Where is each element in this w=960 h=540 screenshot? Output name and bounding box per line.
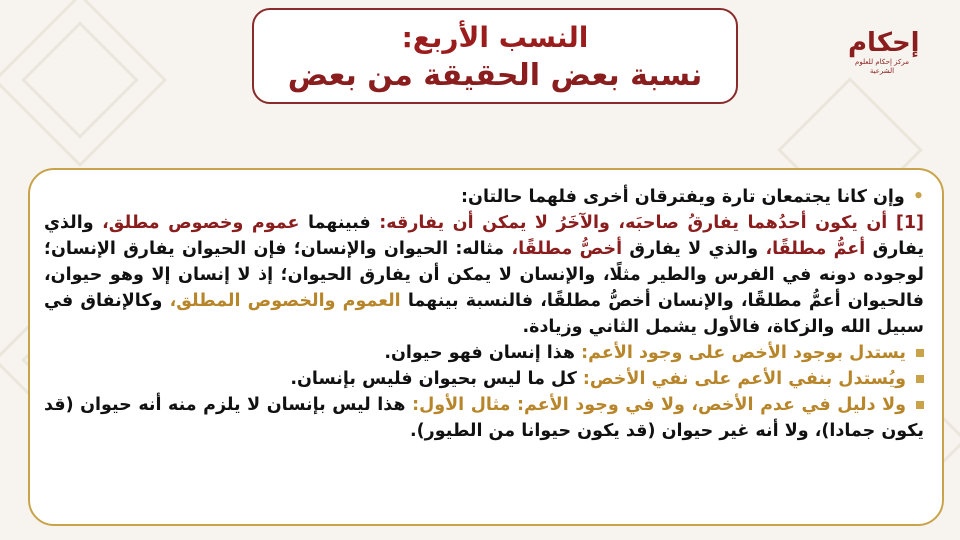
bullet-1-rule: يستدل بوجود الأخص على وجود الأعم: — [581, 343, 906, 363]
square-bullet-icon — [916, 349, 924, 357]
bullet-dot-icon: • — [912, 187, 924, 207]
page-subtitle: نسبة بعض الحقيقة من بعض — [287, 58, 703, 93]
logo — [848, 28, 920, 92]
p1-more-general: أعمُّ مطلقًا، — [765, 239, 866, 259]
content-box — [28, 168, 944, 526]
p1-condition: أن يكون أحدُهما يفارقُ صاحبَه، والآخَرُ لا يمكن أن يفارقه: — [379, 213, 888, 233]
title-box — [252, 8, 738, 104]
p1-more-specific: أخصُّ مطلقًا، — [511, 239, 623, 259]
paragraph-1 — [44, 210, 924, 340]
p1-second-example: وكالإنفاق في سبيل الله والزكاة، فالأول يشمل الثاني وزيادة. — [44, 291, 924, 337]
intro-text: وإن كانا يجتمعان تارة ويفترقان أخرى فلهما حالتان: — [461, 187, 905, 207]
bullet-item-2 — [44, 366, 924, 392]
p1-relation-name: العموم والخصوص المطلق، — [169, 291, 401, 311]
p1-which-separates: والذي يفارق — [44, 213, 925, 259]
bullet-item-3 — [44, 392, 924, 444]
p1-example: مثاله: الحيوان والإنسان؛ فإن الحيوان يفارق الإنسان؛ لوجوده دونه في الفرس والطير مثلًا، والإنسان لا يمكن أن يفارق الحيوان؛ إذ لا إنسان إلا وهو حيوان، فالحيوان أعمُّ مطلقًا، والإنسان أخصُّ مطلقًا، فالنسبة بينهما — [44, 239, 925, 311]
logo-name: إحكام — [848, 28, 920, 58]
page-title: النسب الأربع: — [401, 21, 589, 54]
intro-line — [44, 184, 924, 210]
square-bullet-icon — [916, 375, 924, 383]
p1-between: فبينهما — [307, 213, 371, 233]
bullet-2-example: كل ما ليس بحيوان فليس بإنسان. — [290, 369, 577, 389]
p1-which-not: والذي لا يفارق — [629, 239, 759, 259]
bullet-2-rule: ويُستدل بنفي الأعم على نفي الأخص: — [582, 369, 906, 389]
logo-subtitle: مركز إحكام للعلوم الشرعية — [855, 58, 909, 75]
bullet-1-example: هذا إنسان فهو حيوان. — [384, 343, 576, 363]
p1-number: [1] — [895, 213, 925, 233]
bullet-3-example: هذا ليس بإنسان لا يلزم منه أنه حيوان (قد يكون جمادا)، ولا أنه غير حيوان (قد يكون حيوانا من الطيور). — [44, 395, 924, 441]
bullet-3-example-label: مثال الأول: — [412, 395, 511, 415]
square-bullet-icon — [916, 401, 924, 409]
p1-relation: عموم وخصوص مطلق، — [102, 213, 300, 233]
bullet-item-1 — [44, 340, 924, 366]
bullet-3-rule: ولا دليل في عدم الأخص، ولا في وجود الأعم: — [517, 395, 907, 415]
